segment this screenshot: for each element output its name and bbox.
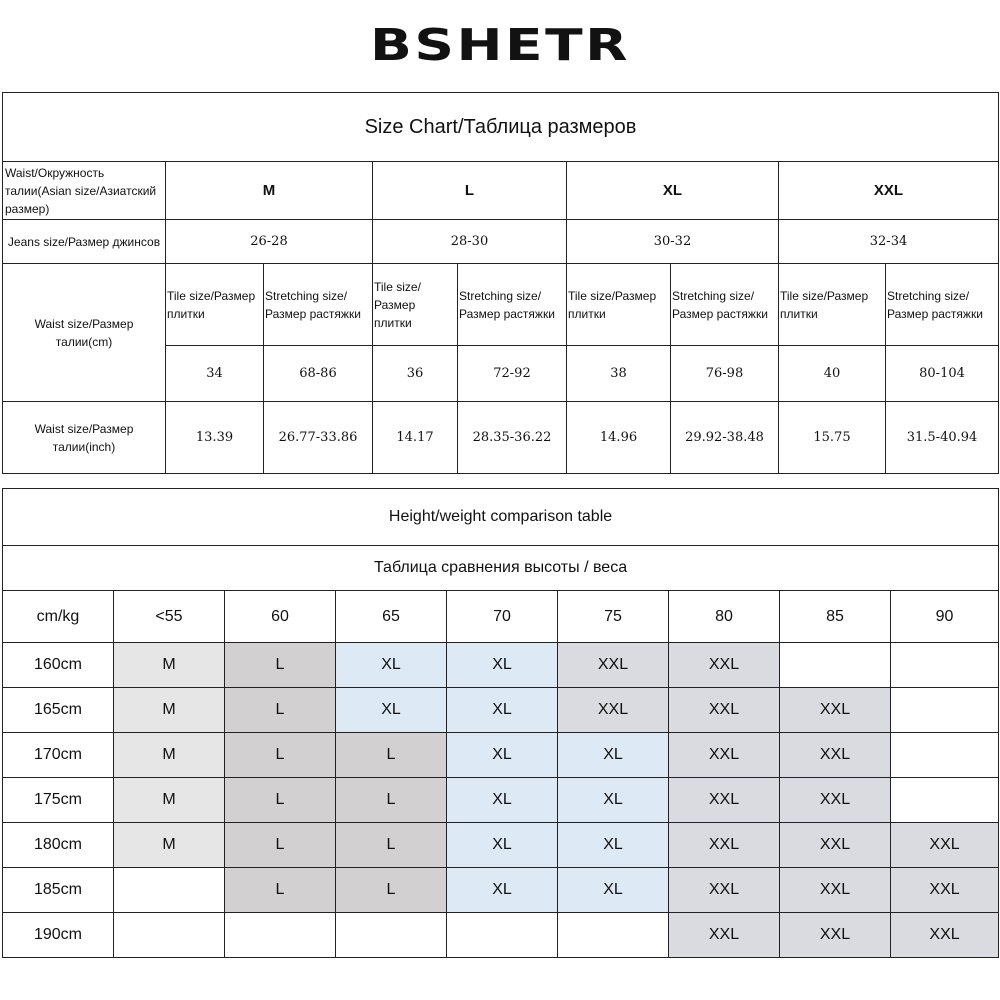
height-label: 190cm xyxy=(3,913,114,958)
jeans-size-m: 26-28 xyxy=(166,220,373,264)
corner-label: cm/kg xyxy=(3,591,114,643)
size-cell: XXL xyxy=(891,823,999,868)
waist-cm-value: 34 xyxy=(166,346,264,402)
table-row xyxy=(3,733,999,778)
size-cell xyxy=(780,643,891,688)
jeans-size-xxl: 32-34 xyxy=(779,220,999,264)
hw-table-title: Height/weight comparison table xyxy=(3,489,999,546)
height-label: 165cm xyxy=(3,688,114,733)
waist-cm-value: 80-104 xyxy=(886,346,999,402)
size-cell: M xyxy=(114,823,225,868)
table-row xyxy=(3,688,999,733)
waist-asian-label: Waist/Окружность талии(Asian size/Азиатский размер) xyxy=(3,162,166,220)
height-label: 160cm xyxy=(3,643,114,688)
size-chart-title: Size Chart/Таблица размеров xyxy=(3,93,999,162)
size-cell: XXL xyxy=(669,823,780,868)
height-label: 185cm xyxy=(3,868,114,913)
size-cell: M xyxy=(114,643,225,688)
tile-size-label: Tile size/Размер плитки xyxy=(567,264,671,346)
size-cell xyxy=(558,913,669,958)
size-cell: M xyxy=(114,733,225,778)
tile-size-label: Tile size/Размер плитки xyxy=(373,264,458,346)
hw-table-body xyxy=(3,643,999,958)
size-cell: M xyxy=(114,688,225,733)
table-row xyxy=(3,643,999,688)
size-cell: L xyxy=(225,868,336,913)
waist-cm-value: 68-86 xyxy=(264,346,373,402)
size-cell: XXL xyxy=(780,733,891,778)
stretch-size-label: Stretching size/Размер растяжки xyxy=(886,264,999,346)
size-cell xyxy=(225,913,336,958)
height-label: 180cm xyxy=(3,823,114,868)
size-cell: L xyxy=(225,823,336,868)
size-cell xyxy=(891,778,999,823)
size-chart-table xyxy=(2,92,999,474)
size-cell: XL xyxy=(447,778,558,823)
stretch-size-label: Stretching size/Размер растяжки xyxy=(264,264,373,346)
waist-cm-value: 40 xyxy=(779,346,886,402)
size-cell: XXL xyxy=(780,823,891,868)
size-cell: XXL xyxy=(891,913,999,958)
size-cell: L xyxy=(225,688,336,733)
size-cell: XXL xyxy=(558,643,669,688)
weight-header: 80 xyxy=(669,591,780,643)
size-cell xyxy=(891,733,999,778)
size-cell: L xyxy=(336,823,447,868)
size-cell: XXL xyxy=(669,778,780,823)
stretch-size-label: Stretching size/Размер растяжки xyxy=(671,264,779,346)
height-label: 175cm xyxy=(3,778,114,823)
size-cell: XXL xyxy=(669,643,780,688)
size-cell: XXL xyxy=(669,733,780,778)
waist-cm-value: 72-92 xyxy=(458,346,567,402)
size-cell: L xyxy=(336,778,447,823)
size-cell: M xyxy=(114,778,225,823)
size-header-m: M xyxy=(166,162,373,220)
size-cell: XXL xyxy=(669,688,780,733)
stretch-size-label: Stretching size/Размер растяжки xyxy=(458,264,567,346)
size-cell xyxy=(114,868,225,913)
waist-inch-value: 14.17 xyxy=(373,402,458,474)
size-cell: XXL xyxy=(780,868,891,913)
waist-inch-value: 13.39 xyxy=(166,402,264,474)
waist-cm-value: 76-98 xyxy=(671,346,779,402)
size-header-xxl: XXL xyxy=(779,162,999,220)
weight-header: 85 xyxy=(780,591,891,643)
waist-inch-value: 15.75 xyxy=(779,402,886,474)
size-cell: XL xyxy=(336,688,447,733)
jeans-size-xl: 30-32 xyxy=(567,220,779,264)
size-cell xyxy=(891,643,999,688)
height-label: 170cm xyxy=(3,733,114,778)
table-row xyxy=(3,778,999,823)
waist-inch-label: Waist size/Размер талии(inch) xyxy=(3,402,166,474)
waist-cm-value: 36 xyxy=(373,346,458,402)
size-cell: XL xyxy=(558,823,669,868)
jeans-size-label: Jeans size/Размер джинсов xyxy=(3,220,166,264)
height-weight-table xyxy=(2,488,999,958)
size-cell: XL xyxy=(447,643,558,688)
size-cell: XXL xyxy=(780,913,891,958)
size-cell: L xyxy=(225,733,336,778)
size-header-xl: XL xyxy=(567,162,779,220)
size-cell xyxy=(336,913,447,958)
size-cell: XXL xyxy=(891,868,999,913)
brand-logo: BSHETR xyxy=(369,20,630,71)
waist-inch-value: 26.77-33.86 xyxy=(264,402,373,474)
size-cell: XL xyxy=(447,688,558,733)
size-cell: L xyxy=(225,643,336,688)
size-cell: XL xyxy=(447,733,558,778)
size-cell: XL xyxy=(558,778,669,823)
size-cell: XL xyxy=(558,868,669,913)
hw-table-title-ru: Таблица сравнения высоты / веса xyxy=(3,546,999,591)
size-cell: XXL xyxy=(558,688,669,733)
waist-inch-value: 28.35-36.22 xyxy=(458,402,567,474)
size-cell: L xyxy=(336,868,447,913)
size-cell: XL xyxy=(447,823,558,868)
size-header-l: L xyxy=(373,162,567,220)
weight-header: 90 xyxy=(891,591,999,643)
size-cell: XXL xyxy=(669,868,780,913)
size-cell: XL xyxy=(447,868,558,913)
waist-cm-label: Waist size/Размер талии(cm) xyxy=(3,264,166,402)
size-cell: XL xyxy=(558,733,669,778)
jeans-size-l: 28-30 xyxy=(373,220,567,264)
size-cell xyxy=(447,913,558,958)
table-row xyxy=(3,868,999,913)
weight-header: <55 xyxy=(114,591,225,643)
table-row xyxy=(3,823,999,868)
tile-size-label: Tile size/Размер плитки xyxy=(779,264,886,346)
weight-header: 60 xyxy=(225,591,336,643)
size-cell: XXL xyxy=(669,913,780,958)
tile-size-label: Tile size/Размер плитки xyxy=(166,264,264,346)
weight-header: 70 xyxy=(447,591,558,643)
waist-cm-value: 38 xyxy=(567,346,671,402)
size-cell: XL xyxy=(336,643,447,688)
weight-header: 75 xyxy=(558,591,669,643)
size-cell: XXL xyxy=(780,778,891,823)
waist-inch-value: 31.5-40.94 xyxy=(886,402,999,474)
weight-header: 65 xyxy=(336,591,447,643)
size-cell xyxy=(891,688,999,733)
size-cell: L xyxy=(336,733,447,778)
size-cell: L xyxy=(225,778,336,823)
table-row xyxy=(3,913,999,958)
size-cell: XXL xyxy=(780,688,891,733)
waist-inch-value: 14.96 xyxy=(567,402,671,474)
size-cell xyxy=(114,913,225,958)
waist-inch-value: 29.92-38.48 xyxy=(671,402,779,474)
